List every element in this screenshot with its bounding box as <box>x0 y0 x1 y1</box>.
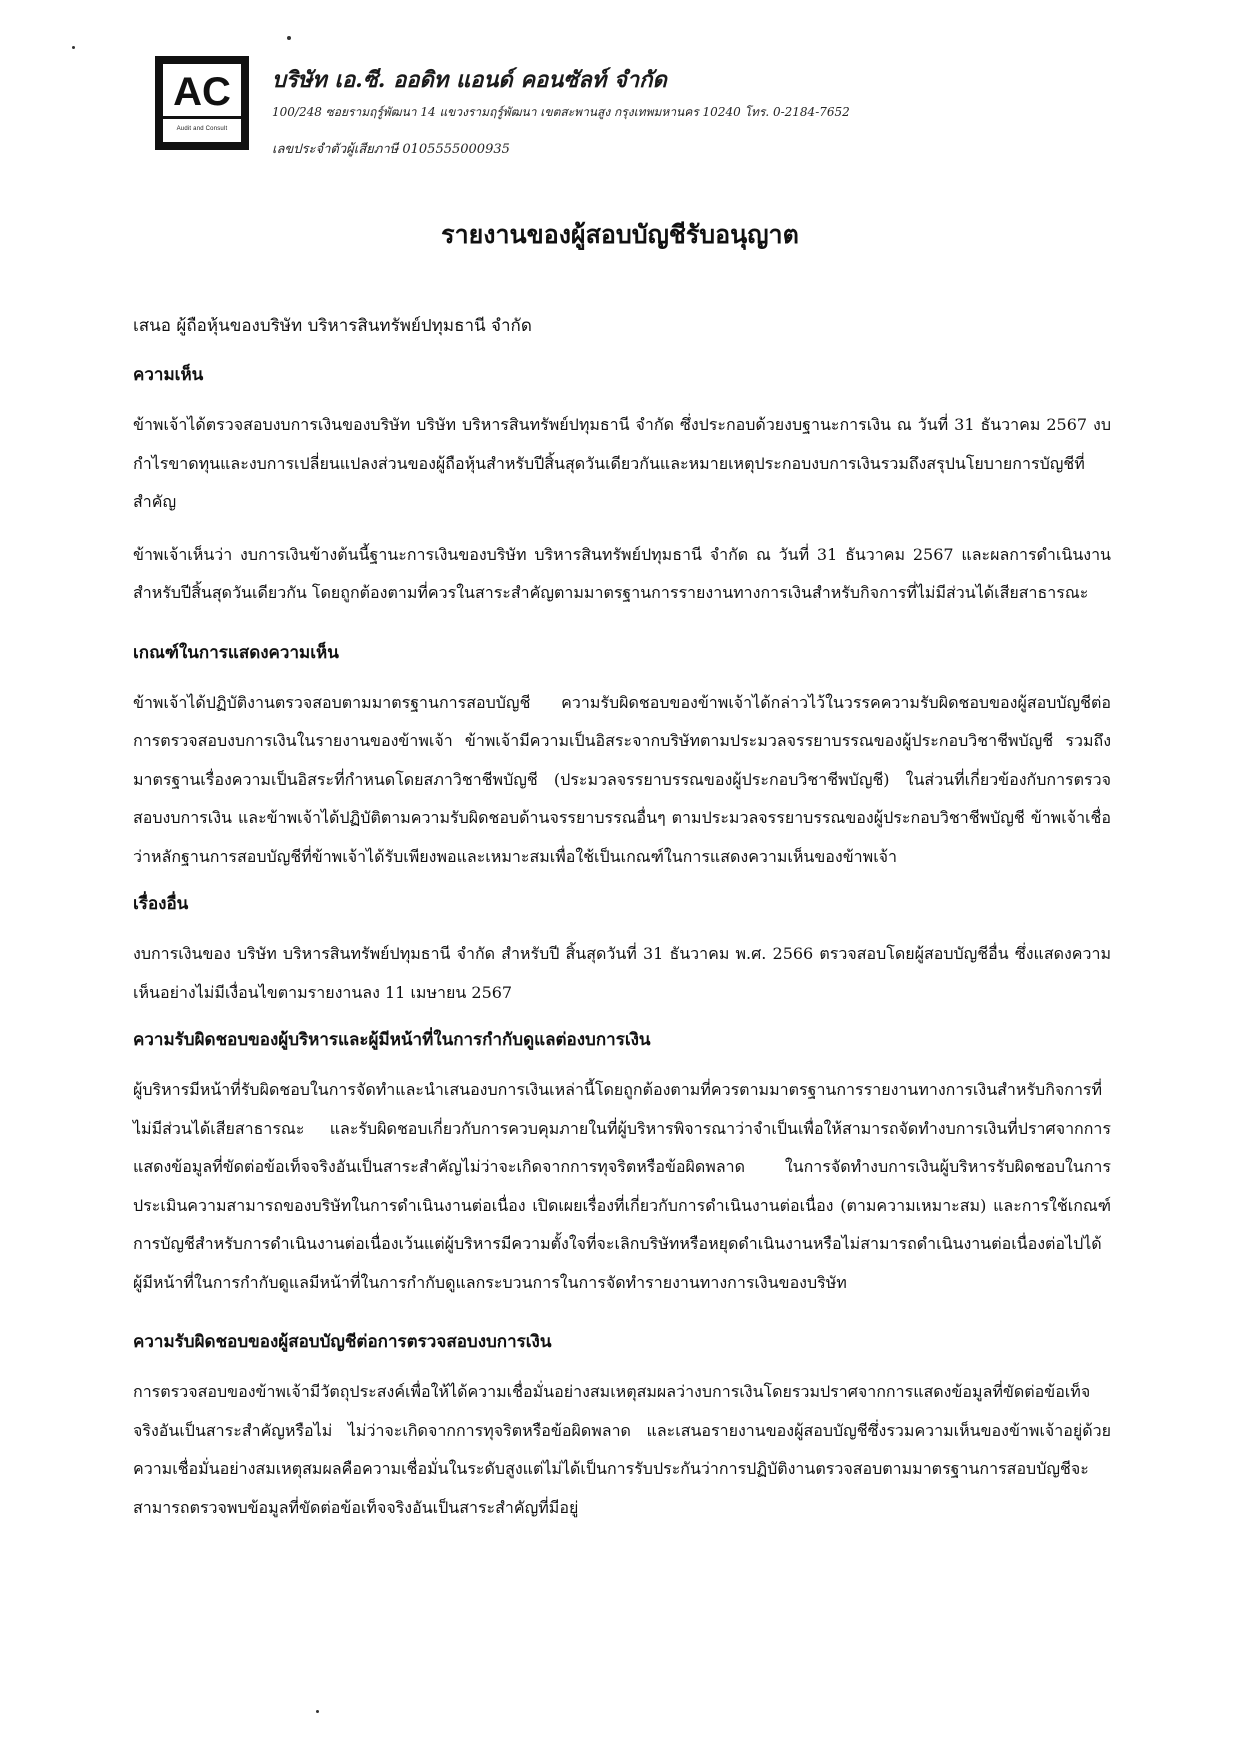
opinion-paragraph-2: ข้าพเจ้าเห็นว่า งบการเงินข้างต้นนี้ฐานะการเงินของบริษัท บริหารสินทรัพย์ปทุมธานี จำกัด ณ วันที่ 31 ธันวาคม 2567 และผลการดำเนินงานสำหรับปีสิ้นสุดวันเดียวกัน โดยถูกต้องตามที่ควรในสาระสำคัญตามมาตรฐานการรายงานทางการเงินสำหรับกิจการที่ไม่มีส่วนได้เสียสาธารณะ <box>133 544 1111 602</box>
other-matter-paragraph: งบการเงินของ บริษัท บริหารสินทรัพย์ปทุมธานี จำกัด สำหรับปี สิ้นสุดวันที่ 31 ธันวาคม พ.ศ. 2566 ตรวจสอบโดยผู้สอบบัญชีอื่น ซึ่งแสดงความเห็นอย่างไม่มีเงื่อนไขตามรายงานลง 11 เมษายน 2567 <box>133 944 1111 1002</box>
company-name: บริษัท เอ.ซี. ออดิท แอนด์ คอนซัลท์ จำกัด <box>272 67 667 93</box>
scan-speck <box>72 46 75 49</box>
scan-speck <box>316 1710 319 1713</box>
basis-paragraph: ข้าพเจ้าได้ปฏิบัติงานตรวจสอบตามมาตรฐานการสอบบัญชี ความรับผิดชอบของข้าพเจ้าได้กล่าวไว้ในวรรคความรับผิดชอบของผู้สอบบัญชีต่อการตรวจสอบงบการเงินในรายงานของข้าพเจ้า ข้าพเจ้ามีความเป็นอิสระจากบริษัทตามประมวลจรรยาบรรณของผู้ประกอบวิชาชีพบัญชี รวมถึง มาตรฐานเรื่องความเป็นอิสระที่กำหนดโดยสภาวิชาชีพบัญชี (ประมวลจรรยาบรรณของผู้ประกอบวิชาชีพบัญชี) ในส่วนที่เกี่ยวข้องกับการตรวจสอบงบการเงิน และข้าพเจ้าได้ปฏิบัติตามความรับผิดชอบด้านจรรยาบรรณอื่นๆ ตามประมวลจรรยาบรรณของผู้ประกอบวิชาชีพบัญชี ข้าพเจ้าเชื่อว่าหลักฐานการสอบบัญชีที่ข้าพเจ้าได้รับเพียงพอและเหมาะสมเพื่อใช้เป็นเกณฑ์ในการแสดงความเห็นของข้าพเจ้า <box>133 692 1111 866</box>
logo-tagline: Audit and Consult <box>176 126 228 132</box>
company-logo <box>155 56 249 150</box>
report-title: รายงานของผู้สอบบัญชีรับอนุญาต <box>441 220 799 249</box>
company-address: 100/248 ซอยรามฤรู์พัฒนา 14 แขวงรามฤรู์พัฒนา เขตสะพานสูง กรุงเทพมหานคร 10240 โทร. 0-2184-7652 <box>272 105 850 119</box>
logo-text: AC <box>163 72 241 119</box>
section-heading-other-matter: เรื่องอื่น <box>133 894 189 914</box>
addressee: เสนอ ผู้ถือหุ้นของบริษัท บริหารสินทรัพย์ปทุมธานี จำกัด <box>133 316 532 336</box>
management-paragraph: ผู้บริหารมีหน้าที่รับผิดชอบในการจัดทำและนำเสนองบการเงินเหล่านี้โดยถูกต้องตามที่ควรตามมาตรฐานการรายงานทางการเงินสำหรับกิจการที่ไม่มีส่วนได้เสียสาธารณะ และรับผิดชอบเกี่ยวกับการควบคุมภายในที่ผู้บริหารพิจารณาว่าจำเป็นเพื่อให้สามารถจัดทำงบการเงินที่ปราศจากการแสดงข้อมูลที่ขัดต่อข้อเท็จจริงอันเป็นสาระสำคัญไม่ว่าจะเกิดจากการทุจริตหรือข้อผิดพลาด ในการจัดทำงบการเงินผู้บริหารรับผิดชอบในการประเมินความสามารถของบริษัทในการดำเนินงานต่อเนื่อง เปิดเผยเรื่องที่เกี่ยวกับการดำเนินงานต่อเนื่อง (ตามความเหมาะสม) และการใช้เกณฑ์การบัญชีสำหรับการดำเนินงานต่อเนื่องเว้นแต่ผู้บริหารมีความตั้งใจที่จะเลิกบริษัทหรือหยุดดำเนินงานหรือไม่สามารถดำเนินงานต่อเนื่องต่อไปได้ ผู้มีหน้าที่ในการกำกับดูแลมีหน้าที่ในการกำกับดูแลกระบวนการในการจัดทำรายงานทางการเงินของบริษัท <box>133 1080 1111 1292</box>
section-heading-opinion: ความเห็น <box>133 365 204 385</box>
scan-speck <box>287 36 291 40</box>
opinion-paragraph-1: ข้าพเจ้าได้ตรวจสอบงบการเงินของบริษัท บริษัท บริหารสินทรัพย์ปทุมธานี จำกัด ซึ่งประกอบด้วยงบฐานะการเงิน ณ วันที่ 31 ธันวาคม 2567 งบกำไรขาดทุนและงบการเปลี่ยนแปลงส่วนของผู้ถือหุ้นสำหรับปีสิ้นสุดวันเดียวกันและหมายเหตุประกอบงบการเงินรวมถึงสรุปนโยบายการบัญชีที่สำคัญ <box>133 415 1112 511</box>
auditor-paragraph: การตรวจสอบของข้าพเจ้ามีวัตถุประสงค์เพื่อให้ได้ความเชื่อมั่นอย่างสมเหตุสมผลว่างบการเงินโดยรวมปราศจากการแสดงข้อมูลที่ขัดต่อข้อเท็จจริงอันเป็นสาระสำคัญหรือไม่ ไม่ว่าจะเกิดจากการทุจริตหรือข้อผิดพลาด และเสนอรายงานของผู้สอบบัญชีซึ่งรวมความเห็นของข้าพเจ้าอยู่ด้วย ความเชื่อมั่นอย่างสมเหตุสมผลคือความเชื่อมั่นในระดับสูงแต่ไม่ได้เป็นการรับประกันว่าการปฏิบัติงานตรวจสอบตามมาตรฐานการสอบบัญชีจะสามารถตรวจพบข้อมูลที่ขัดต่อข้อเท็จจริงอันเป็นสาระสำคัญที่มีอยู่ <box>133 1382 1111 1517</box>
section-heading-basis: เกณฑ์ในการแสดงความเห็น <box>133 642 339 663</box>
company-tax-id: เลขประจำตัวผู้เสียภาษี 0105555000935 <box>272 142 510 157</box>
section-heading-management: ความรับผิดชอบของผู้บริหารและผู้มีหน้าที่ในการกำกับดูแลต่องบการเงิน <box>133 1030 651 1050</box>
report-body <box>133 312 1111 1541</box>
logo-inner <box>163 64 241 142</box>
section-heading-auditor: ความรับผิดชอบของผู้สอบบัญชีต่อการตรวจสอบงบการเงิน <box>133 1332 552 1352</box>
